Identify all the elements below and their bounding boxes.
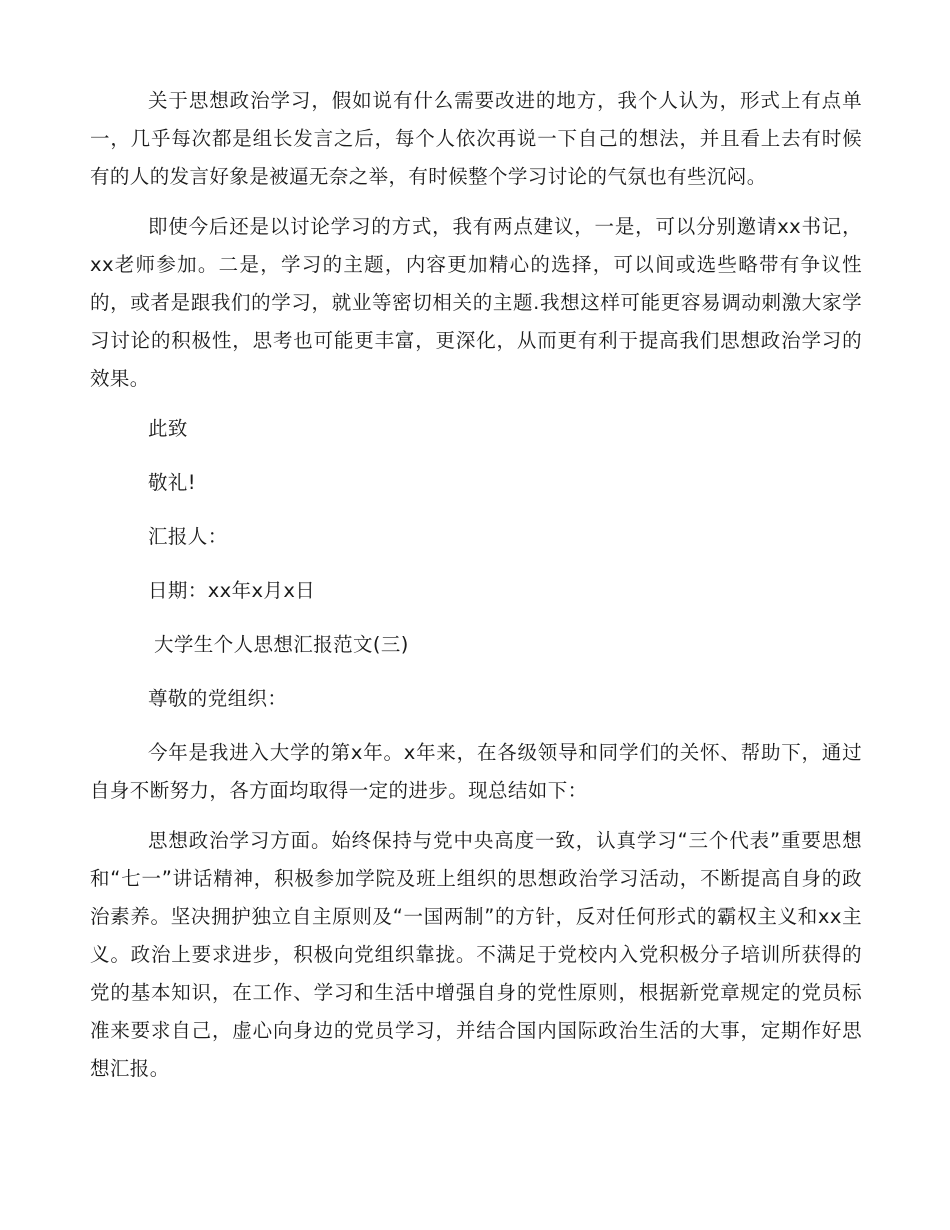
paragraph-year-summary: 今年是我进入大学的第x年。x年来，在各级领导和同学们的关怀、帮助下，通过自身不断努力，各方面均取得一定的进步。现总结如下： [90, 741, 862, 802]
section-title: 大学生个人思想汇报范文(三) [154, 633, 409, 656]
date-line: 日期：xx年x月x日 [148, 579, 316, 602]
closing-jing-li: 敬礼! [148, 471, 197, 494]
document-page [90, 82, 862, 1100]
closing-ci-zhi: 此致 [148, 417, 188, 440]
salutation: 尊敬的党组织： [148, 687, 288, 710]
paragraph-suggestions: 即使今后还是以讨论学习的方式，我有两点建议，一是，可以分别邀请xx书记，xx老师参加。二是，学习的主题，内容更加精心的选择，可以间或选些略带有争议性的，或者是跟我们的学习，就业等密切相关的主题.我想这样可能更容易调动刺激大家学习讨论的积极性，思考也可能更丰富，更深化，从而更有利于提高我们思想政治学习的效果。 [90, 215, 862, 390]
reporter-label: 汇报人： [148, 525, 228, 548]
paragraph-political-study: 思想政治学习方面。始终保持与党中央高度一致，认真学习“三个代表”重要思想和“七一”讲话精神，积极参加学院及班上组织的思想政治学习活动，不断提高自身的政治素养。坚决拥护独立自主原则及“一国两制”的方针，反对任何形式的霸权主义和xx主义。政治上要求进步，积极向党组织靠拢。不满足于党校内入党积极分子培训所获得的党的基本知识，在工作、学习和生活中增强自身的党性原则，根据新党章规定的党员标准来要求自己，虚心向身边的党员学习，并结合国内国际政治生活的大事，定期作好思想汇报。 [90, 829, 862, 1080]
paragraph-study-improvement: 关于思想政治学习，假如说有什么需要改进的地方，我个人认为，形式上有点单一，几乎每次都是组长发言之后，每个人依次再说一下自己的想法，并且看上去有时候有的人的发言好象是被逼无奈之举，有时候整个学习讨论的气氛也有些沉闷。 [90, 89, 862, 188]
